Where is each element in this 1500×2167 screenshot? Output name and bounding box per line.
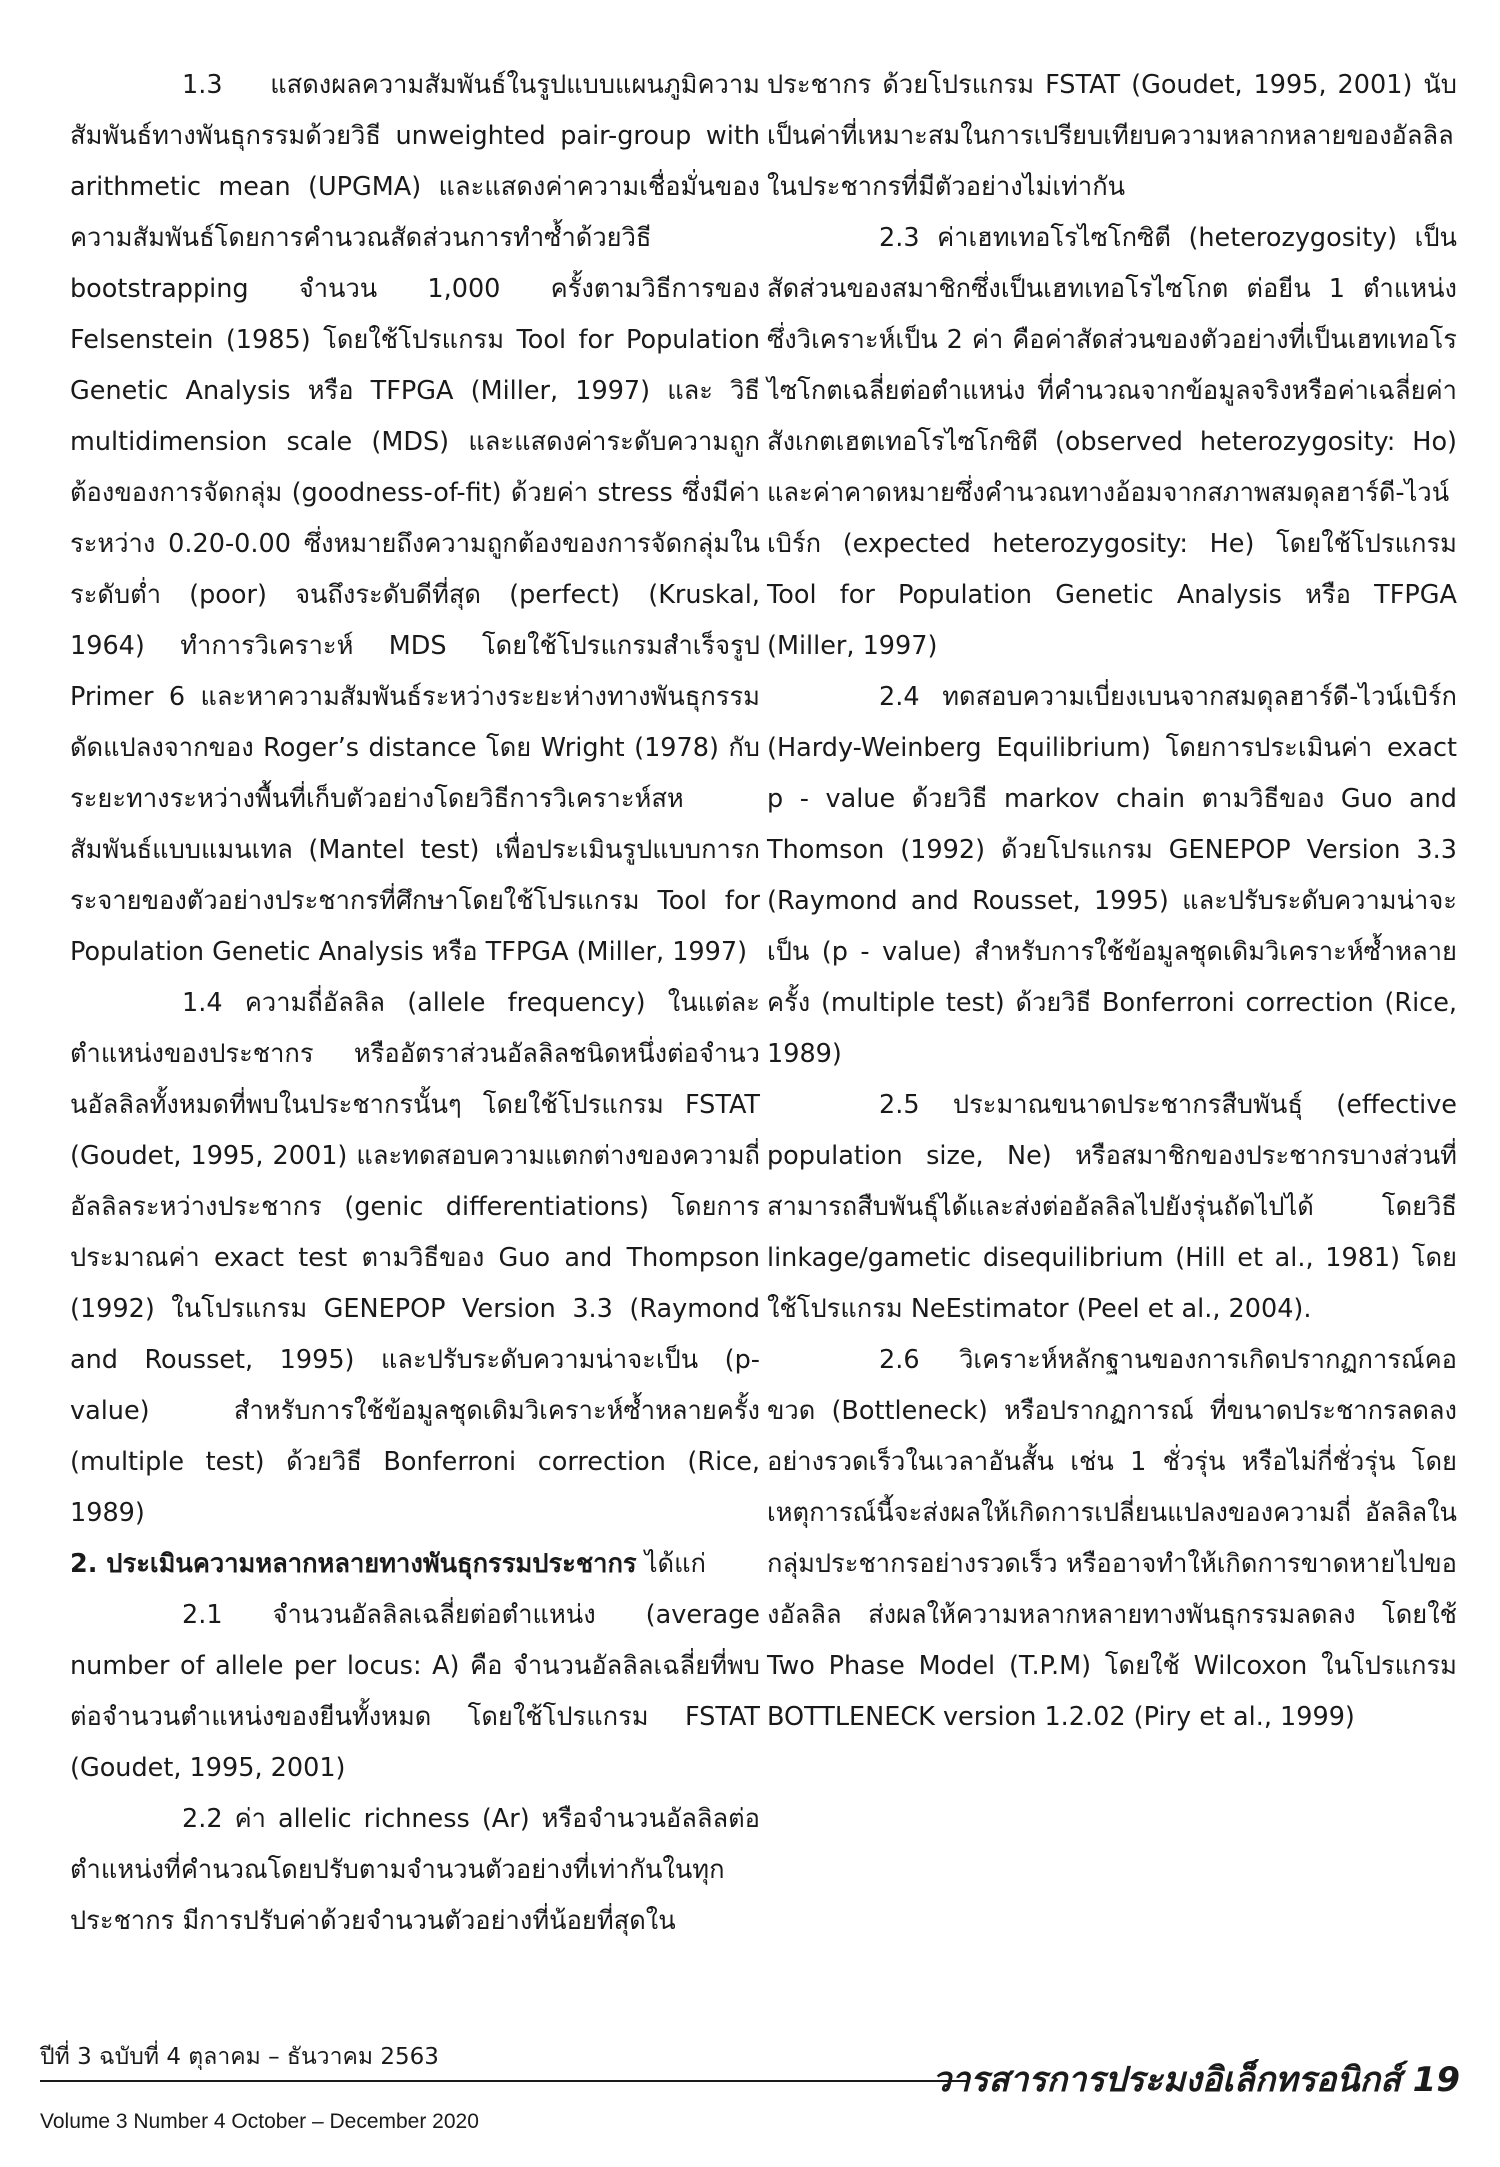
page-footer [40, 2042, 1460, 2152]
journal-title-page-number: วารสารการประมงอิเล็กทรอนิกส์ 19 [932, 2060, 1460, 2100]
paragraph-2-3: 2.3 ค่าเฮทเทอโรไซโกซิตี (heterozygosity) เป็นสัดส่วนของสมาชิกซึ่งเป็นเฮทเทอโรไซโกต ต่อยีน 1 ตำแหน่ง ซึ่งวิเคราะห์เป็น 2 ค่า คือค่าสัดส่วนของตัวอย่างที่เป็นเฮทเทอโรไซโกตเฉลี่ยต่อตำแหน่ง ที่คำนวณจากข้อมูลจริงหรือค่าเฉลี่ยค่าสังเกตเฮตเทอโรไซโกซิตี (observed heterozygosity: Ho) และค่าคาดหมายซึ่งคำนวณทางอ้อมจากสภาพสมดุลฮาร์ดี-ไวน์เบิร์ก (expected heterozygosity: He) โดยใช้โปรแกรม Tool for Population Genetic Analysis หรือ TFPGA (Miller, 1997) [767, 223, 1457, 661]
paragraph-2-5: 2.5 ประมาณขนาดประชากรสืบพันธุ์ (effective population size, Ne) หรือสมาชิกของประชากรบางส่วนที่สามารถสืบพันธุ์ได้และส่งต่ออัลลิลไปยังรุ่นถัดไปได้ โดยวิธี linkage/gametic disequilibrium (Hill et al., 1981) โดยใช้โปรแกรม NeEstimator (Peel et al., 2004). [767, 1090, 1457, 1324]
section-2-tail: ได้แก่ [636, 1549, 706, 1579]
section-2-heading [70, 1539, 760, 1590]
paragraph-2-4: 2.4 ทดสอบความเบี่ยงเบนจากสมดุลฮาร์ดี-ไวน์เบิร์ก (Hardy-Weinberg Equilibrium) โดยการประเมินค่า exact p - value ด้วยวิธี markov chain ตามวิธีของ Guo and Thomson (1992) ด้วยโปรแกรม GENEPOP Version 3.3 (Raymond and Rousset, 1995) และปรับระดับความน่าจะเป็น (p - value) สำหรับการใช้ข้อมูลชุดเดิมวิเคราะห์ซ้ำหลายครั้ง (multiple test) ด้วยวิธี Bonferroni correction (Rice, 1989) [767, 682, 1457, 1069]
footer-rule [40, 2080, 970, 2082]
section-2-title: 2. ประเมินความหลากหลายทางพันธุกรรมประชากร [70, 1549, 637, 1579]
paragraph-1-3: 1.3 แสดงผลความสัมพันธ์ในรูปแบบแผนภูมิความสัมพันธ์ทางพันธุกรรมด้วยวิธี unweighted pair-group with arithmetic mean (UPGMA) และแสดงค่าความเชื่อมั่นของความสัมพันธ์โดยการคำนวณสัดส่วนการทำซ้ำด้วยวิธี bootstrapping จำนวน 1,000 ครั้งตามวิธีการของ Felsenstein (1985) โดยใช้โปรแกรม Tool for Population Genetic Analysis หรือ TFPGA (Miller, 1997) และ วิธี multidimension scale (MDS) และแสดงค่าระดับความถูกต้องของการจัดกลุ่ม (goodness-of-fit) ด้วยค่า stress ซึ่งมีค่าระหว่าง 0.20-0.00 ซึ่งหมายถึงความถูกต้องของการจัดกลุ่มในระดับต่ำ (poor) จนถึงระดับดีที่สุด (perfect) (Kruskal, 1964) ทำการวิเคราะห์ MDS โดยใช้โปรแกรมสำเร็จรูป Primer 6 และหาความสัมพันธ์ระหว่างระยะห่างทางพันธุกรรมดัดแปลงจากของ Roger’s distance โดย Wright (1978) กับระยะทางระหว่างพื้นที่เก็บตัวอย่างโดยวิธีการวิเคราะห์สหสัมพันธ์แบบแมนเทล (Mantel test) เพื่อประเมินรูปแบบการกระจายของตัวอย่างประชากรที่ศึกษาโดยใช้โปรแกรม Tool for Population Genetic Analysis หรือ TFPGA (Miller, 1997) [70, 70, 760, 967]
paragraph-1-4: 1.4 ความถี่อัลลิล (allele frequency) ในแต่ละตำแหน่งของประชากร หรืออัตราส่วนอัลลิลชนิดหนึ่งต่อจำนวนอัลลิลทั้งหมดที่พบในประชากรนั้นๆ โดยใช้โปรแกรม FSTAT (Goudet, 1995, 2001) และทดสอบความแตกต่างของความถี่อัลลิลระหว่างประชากร (genic differentiations) โดยการประมาณค่า exact test ตามวิธีของ Guo and Thompson (1992) ในโปรแกรม GENEPOP Version 3.3 (Raymond and Rousset, 1995) และปรับระดับความน่าจะเป็น (p-value) สำหรับการใช้ข้อมูลชุดเดิมวิเคราะห์ซ้ำหลายครั้ง (multiple test) ด้วยวิธี Bonferroni correction (Rice, 1989) [70, 988, 760, 1528]
paragraph-2-1: 2.1 จำนวนอัลลิลเฉลี่ยต่อตำแหน่ง (average number of allele per locus: A) คือ จำนวนอัลลิลเฉลี่ยที่พบต่อจำนวนตำแหน่งของยีนทั้งหมด โดยใช้โปรแกรม FSTAT (Goudet, 1995, 2001) [70, 1600, 760, 1783]
left-column [70, 60, 760, 1947]
paragraph-2-2-continued: ประชากร ด้วยโปรแกรม FSTAT (Goudet, 1995, 2001) นับเป็นค่าที่เหมาะสมในการเปรียบเทียบความหลากหลายของอัลลิลในประชากรที่มีตัวอย่างไม่เท่ากัน [767, 70, 1457, 202]
right-column [767, 60, 1457, 1743]
issue-thai: ปีที่ 3 ฉบับที่ 4 ตุลาคม – ธันวาคม 2563 [40, 2044, 439, 2070]
issue-english: Volume 3 Number 4 October – December 2020 [40, 2110, 479, 2133]
paragraph-2-2: 2.2 ค่า allelic richness (Ar) หรือจำนวนอัลลิลต่อตำแหน่งที่คำนวณโดยปรับตามจำนวนตัวอย่างที่เท่ากันในทุกประชากร มีการปรับค่าด้วยจำนวนตัวอย่างที่น้อยที่สุดใน [70, 1804, 760, 1936]
paragraph-2-6: 2.6 วิเคราะห์หลักฐานของการเกิดปรากฏการณ์คอขวด (Bottleneck) หรือปรากฏการณ์ ที่ขนาดประชากรลดลงอย่างรวดเร็วในเวลาอันสั้น เช่น 1 ชั่วรุ่น หรือไม่กี่ชั่วรุ่น โดยเหตุการณ์นี้จะส่งผลให้เกิดการเปลี่ยนแปลงของความถี่ อัลลิลในกลุ่มประชากรอย่างรวดเร็ว หรืออาจทำให้เกิดการขาดหายไปของอัลลิล ส่งผลให้ความหลากหลายทางพันธุกรรมลดลง โดยใช้ Two Phase Model (T.P.M) โดยใช้ Wilcoxon ในโปรแกรม BOTTLENECK version 1.2.02 (Piry et al., 1999) [767, 1345, 1457, 1732]
